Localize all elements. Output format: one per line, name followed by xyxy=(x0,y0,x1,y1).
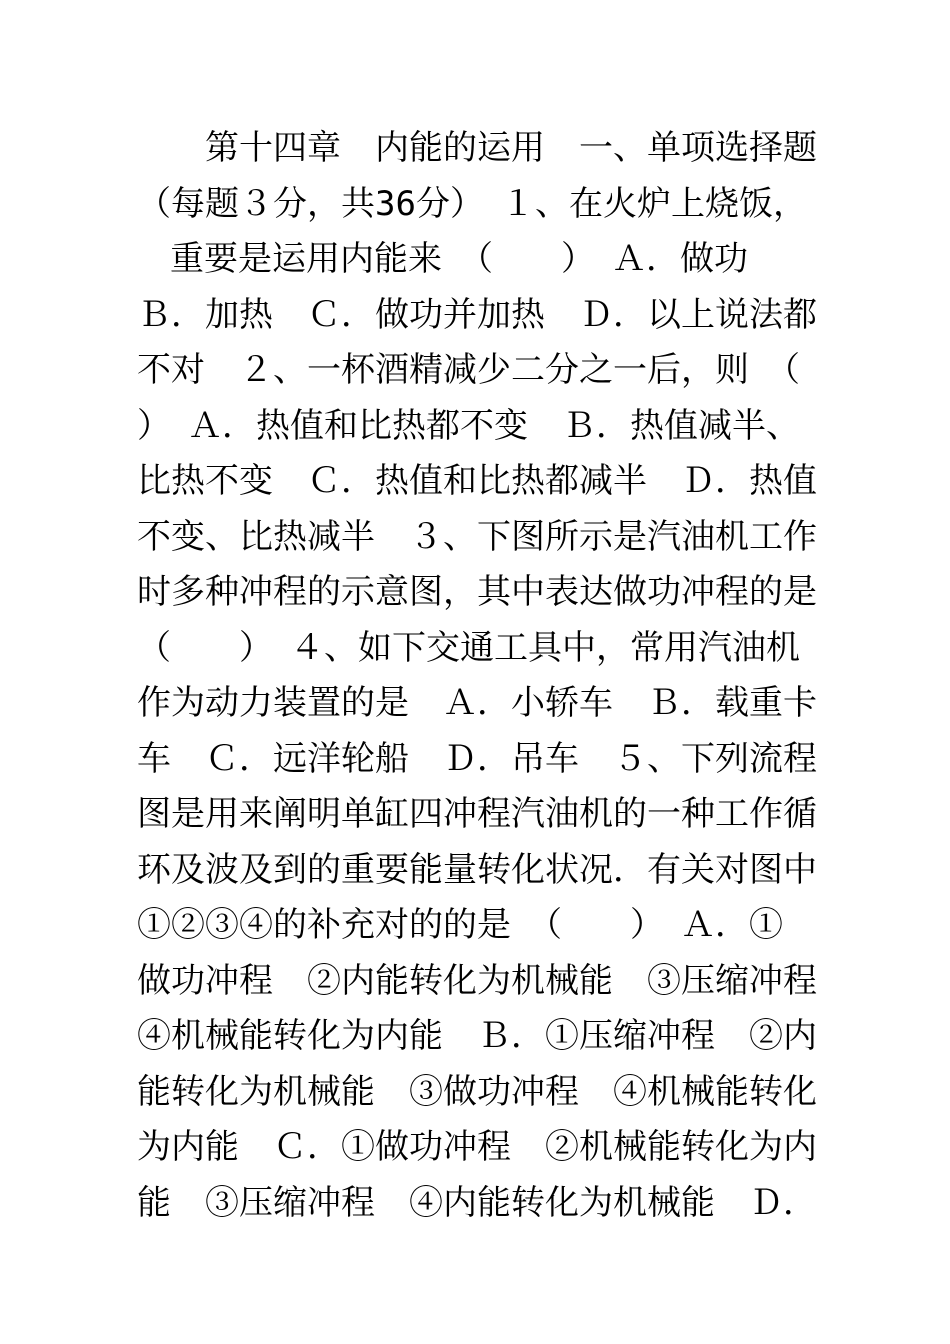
text-line: 做功冲程 ②内能转化为机械能 ③压缩冲程 xyxy=(137,961,817,1001)
text-line: ④机械能转化为内能 Ｂ．①压缩冲程 ②内 xyxy=(137,1016,817,1056)
text-line: 不变、比热减半 ３、下图所示是汽油机工作 xyxy=(137,517,817,557)
text-line: Ｂ．加热 Ｃ．做功并加热 Ｄ．以上说法都 xyxy=(137,295,817,335)
text-line: （每题３分，共36分） １、在火炉上烧饭， xyxy=(137,184,807,224)
text-line: ①②③④的补充对的的是 （ ） Ａ．① xyxy=(137,905,783,945)
text-line: ） Ａ．热值和比热都不变 Ｂ．热值减半、 xyxy=(137,406,800,446)
text-line: 不对 ２、一杯酒精减少二分之一后，则 （ xyxy=(137,350,800,390)
text-line: 第十四章 内能的运用 一、单项选择题 xyxy=(205,128,817,168)
text-line: 图是用来阐明单缸四冲程汽油机的一种工作循 xyxy=(137,794,817,834)
text-line: 环及波及到的重要能量转化状况．有关对图中 xyxy=(137,850,817,890)
text-line: 重要是运用内能来 （ ） Ａ．做功 xyxy=(170,239,748,279)
text-line: 车 Ｃ．远洋轮船 Ｄ．吊车 ５、下列流程 xyxy=(137,739,817,779)
text-line: 比热不变 Ｃ．热值和比热都减半 Ｄ．热值 xyxy=(137,461,817,501)
text-line: （ ） ４、如下交通工具中，常用汽油机 xyxy=(137,628,800,668)
text-line: 作为动力装置的是 Ａ．小轿车 Ｂ．载重卡 xyxy=(137,683,817,723)
text-line: 为内能 Ｃ．①做功冲程 ②机械能转化为内 xyxy=(137,1127,817,1167)
text-line: 能 ③压缩冲程 ④内能转化为机械能 Ｄ． xyxy=(137,1183,817,1223)
text-line: 时多种冲程的示意图，其中表达做功冲程的是 xyxy=(137,572,817,612)
text-line: 能转化为机械能 ③做功冲程 ④机械能转化 xyxy=(137,1072,817,1112)
